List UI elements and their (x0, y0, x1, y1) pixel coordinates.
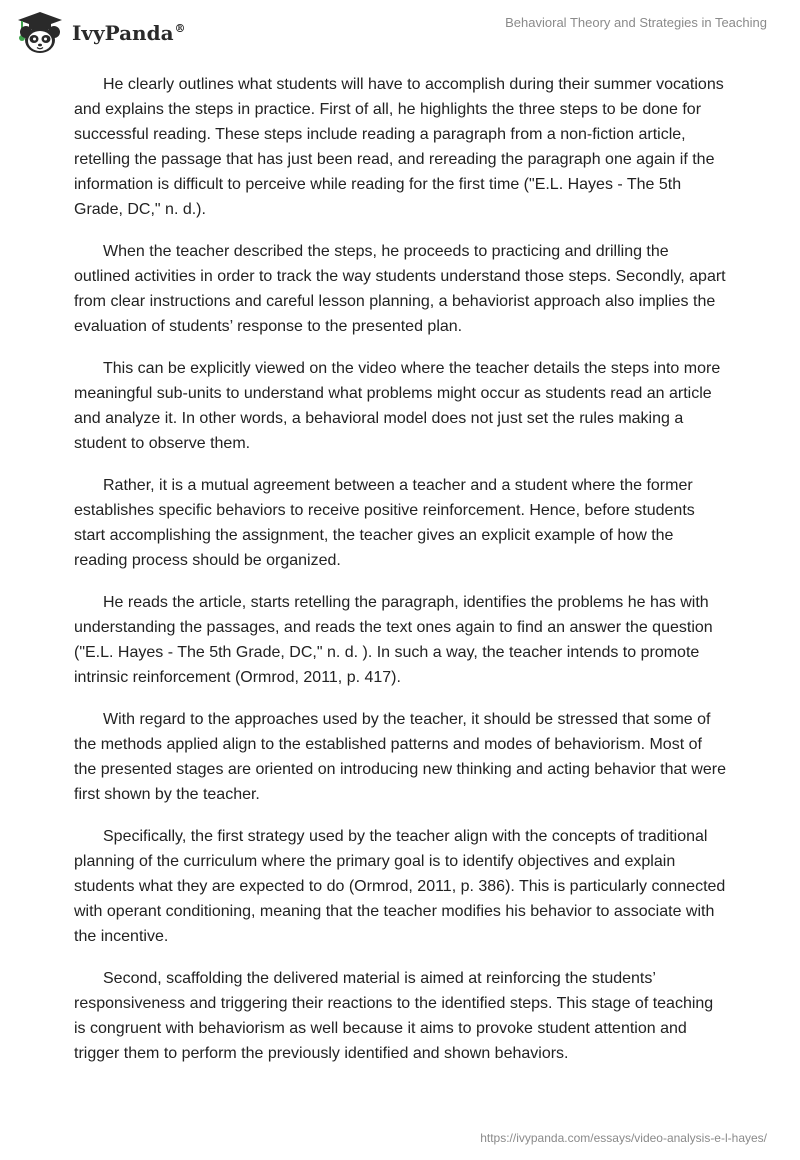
paragraph: He clearly outlines what students will have to accomplish during their summer vocations and explains the steps in practice. First of all, he highlights the three steps to be done for successful reading. These steps include reading a paragraph from a non-fiction article, retelling the passage that has just been read, and rereading the paragraph one again if the information is difficult to perceive while reading for the first time ("E.L. Hayes - The 5th Grade, DC," n. d.). (74, 76, 724, 218)
paragraph: Rather, it is a mutual agreement between a teacher and a student where the former establishes specific behaviors to receive positive reinforcement. Hence, before students start accomplishing the assignment, the teacher gives an explicit example of how the reading process should be organized. (74, 477, 695, 569)
document-title: Behavioral Theory and Strategies in Teaching (505, 15, 767, 30)
panda-graduate-icon (14, 10, 66, 56)
paragraph: Specifically, the first strategy used by the teacher align with the concepts of traditional planning of the curriculum where the primary goal is to identify objectives and explain students what they are expected to do (Ormrod, 2011, p. 386). This is particularly connected with operant conditioning, meaning that the teacher modifies his behavior to associate with the incentive. (74, 828, 726, 945)
paragraph: With regard to the approaches used by the teacher, it should be stressed that some of the methods applied align to the established patterns and modes of behaviorism. Most of the presented stages are oriented on introducing new thinking and acting behavior that were first shown by the teacher. (74, 711, 726, 803)
page-header (0, 0, 800, 70)
paragraph: This can be explicitly viewed on the video where the teacher details the steps into more meaningful sub-units to understand what problems might occur as students read an article and analyze it. In other words, a behavioral model does not just set the rules making a student to observe them. (74, 360, 721, 452)
essay-body (74, 72, 728, 1083)
logo-wordmark (72, 21, 186, 45)
logo-text: IvyPanda (72, 21, 174, 45)
paragraph: When the teacher described the steps, he proceeds to practicing and drilling the outlined activities in order to track the way students understand those steps. Secondly, apart from clear instructions and careful lesson planning, a behaviorist approach also implies the evaluation of students’ response to the presented plan. (74, 243, 726, 335)
source-url[interactable]: https://ivypanda.com/essays/video-analysis-e-l-hayes/ (480, 1131, 767, 1145)
site-logo[interactable] (14, 10, 186, 56)
registered-mark: ® (174, 22, 186, 36)
paragraph: He reads the article, starts retelling the paragraph, identifies the problems he has with understanding the passages, and reads the text ones again to find an answer the question ("E.L. Hayes - The 5th Grade, DC," n. d. ). In such a way, the teacher intends to promote intrinsic reinforcement (Ormrod, 2011, p. 417). (74, 594, 713, 686)
paragraph: Second, scaffolding the delivered material is aimed at reinforcing the students’ responsiveness and triggering their reactions to the identified steps. This stage of teaching is congruent with behaviorism as well because it aims to provoke student attention and trigger them to perform the previously identified and shown behaviors. (74, 970, 714, 1062)
